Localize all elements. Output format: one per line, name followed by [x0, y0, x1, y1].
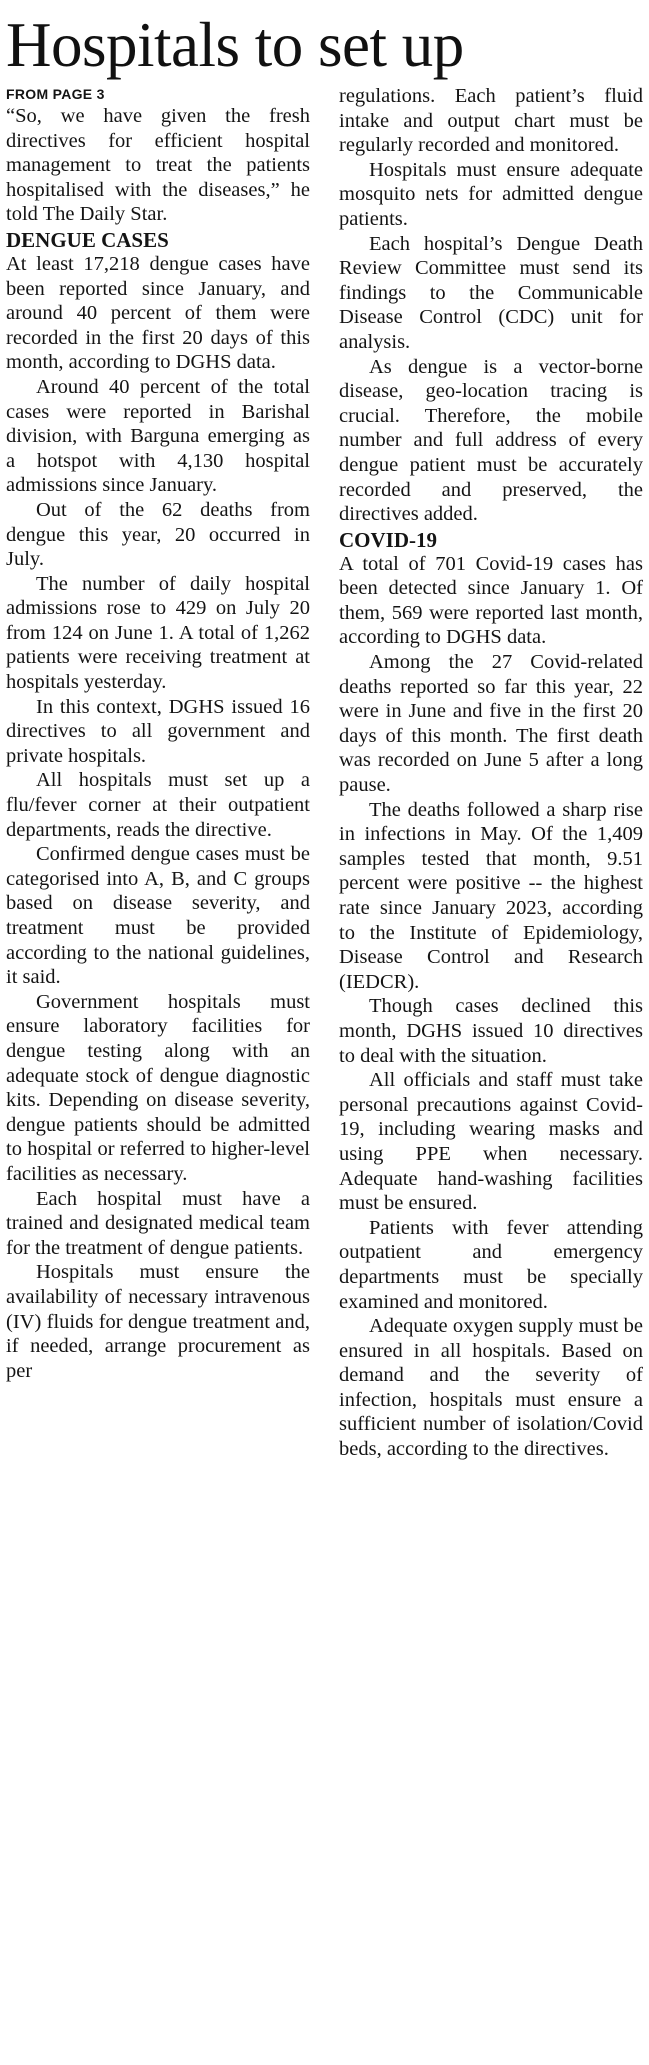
- article-paragraph: Hospitals must ensure the availability of necessary intravenous (IV) fluids for dengue treatment and, if needed, arrange procurement as per: [6, 1261, 310, 1382]
- article-paragraph: Hospitals must ensure adequate mosquito nets for admitted dengue patients.: [339, 158, 643, 230]
- article-body: [6, 84, 643, 1462]
- article-paragraph: Patients with fever attending outpatient and emergency departments must be specially examined and monitored.: [339, 1216, 643, 1313]
- article-paragraph: regulations. Each patient’s fluid intake and output chart must be regularly recorded and monitored.: [339, 85, 643, 157]
- article-paragraph: Confirmed dengue cases must be categorised into A, B, and C groups based on disease severity, and treatment must be provided according to the national guidelines, it said.: [6, 843, 310, 989]
- article-paragraph: As dengue is a vector-borne disease, geo-location tracing is crucial. Therefore, the mobile number and full address of every dengue patient must be accurately recorded and preserved, the directives added.: [339, 355, 643, 526]
- column-left: [6, 84, 310, 1462]
- article-paragraph: All hospitals must set up a flu/fever corner at their outpatient departments, reads the directive.: [6, 769, 310, 841]
- article-paragraph: All officials and staff must take personal precautions against Covid-19, including wearing masks and using PPE when necessary. Adequate hand-washing facilities must be ensured.: [339, 1069, 643, 1215]
- article-paragraph: Each hospital’s Dengue Death Review Committee must send its findings to the Communicable Disease Control (CDC) unit for analysis.: [339, 232, 643, 353]
- article-paragraph: Out of the 62 deaths from dengue this year, 20 occurred in July.: [6, 498, 310, 571]
- headline: Hospitals to set up: [6, 10, 464, 80]
- article-paragraph: “So, we have given the fresh directives for efficient hospital management to treat the patients hospitalised with the diseases,” he told The Daily Star.: [6, 105, 310, 226]
- continuation-kicker: FROM PAGE 3: [6, 86, 105, 102]
- column-right: [339, 84, 643, 1462]
- article-paragraph: The deaths followed a sharp rise in infections in May. Of the 1,409 samples tested that month, 9.51 percent were positive -- the highest rate since January 2023, according to the Institute of Epidemiology, Disease Control and Research (IEDCR).: [339, 798, 643, 993]
- article-paragraph: At least 17,218 dengue cases have been reported since January, and around 40 percent of them were recorded in the first 20 days of this month, according to DGHS data.: [6, 252, 310, 374]
- section-subhead: COVID-19: [339, 527, 437, 552]
- section-subhead: DENGUE CASES: [6, 227, 169, 252]
- article-paragraph: Each hospital must have a trained and designated medical team for the treatment of dengue patients.: [6, 1187, 310, 1259]
- article-paragraph: Government hospitals must ensure laboratory facilities for dengue testing along with an adequate stock of dengue diagnostic kits. Depending on disease severity, dengue patients should be admitted to hospital or referred to higher-level facilities as necessary.: [6, 990, 310, 1185]
- article-paragraph: Adequate oxygen supply must be ensured in all hospitals. Based on demand and the severity of infection, hospitals must ensure a sufficient number of isolation/Covid beds, according to the directives.: [339, 1315, 643, 1461]
- article-paragraph: Though cases declined this month, DGHS issued 10 directives to deal with the situation.: [339, 995, 643, 1067]
- article-paragraph: Among the 27 Covid-related deaths reported so far this year, 22 were in June and five in the first 20 days of this month. The first death was recorded on June 5 after a long pause.: [339, 651, 643, 797]
- article-paragraph: In this context, DGHS issued 16 directives to all government and private hospitals.: [6, 695, 310, 767]
- article-paragraph: Around 40 percent of the total cases were reported in Barishal division, with Barguna emerging as a hotspot with 4,130 hospital admissions since January.: [6, 375, 310, 497]
- article-paragraph: The number of daily hospital admissions rose to 429 on July 20 from 124 on June 1. A total of 1,262 patients were receiving treatment at hospitals yesterday.: [6, 572, 310, 694]
- article-paragraph: A total of 701 Covid-19 cases has been detected since January 1. Of them, 569 were reported last month, according to DGHS data.: [339, 552, 643, 649]
